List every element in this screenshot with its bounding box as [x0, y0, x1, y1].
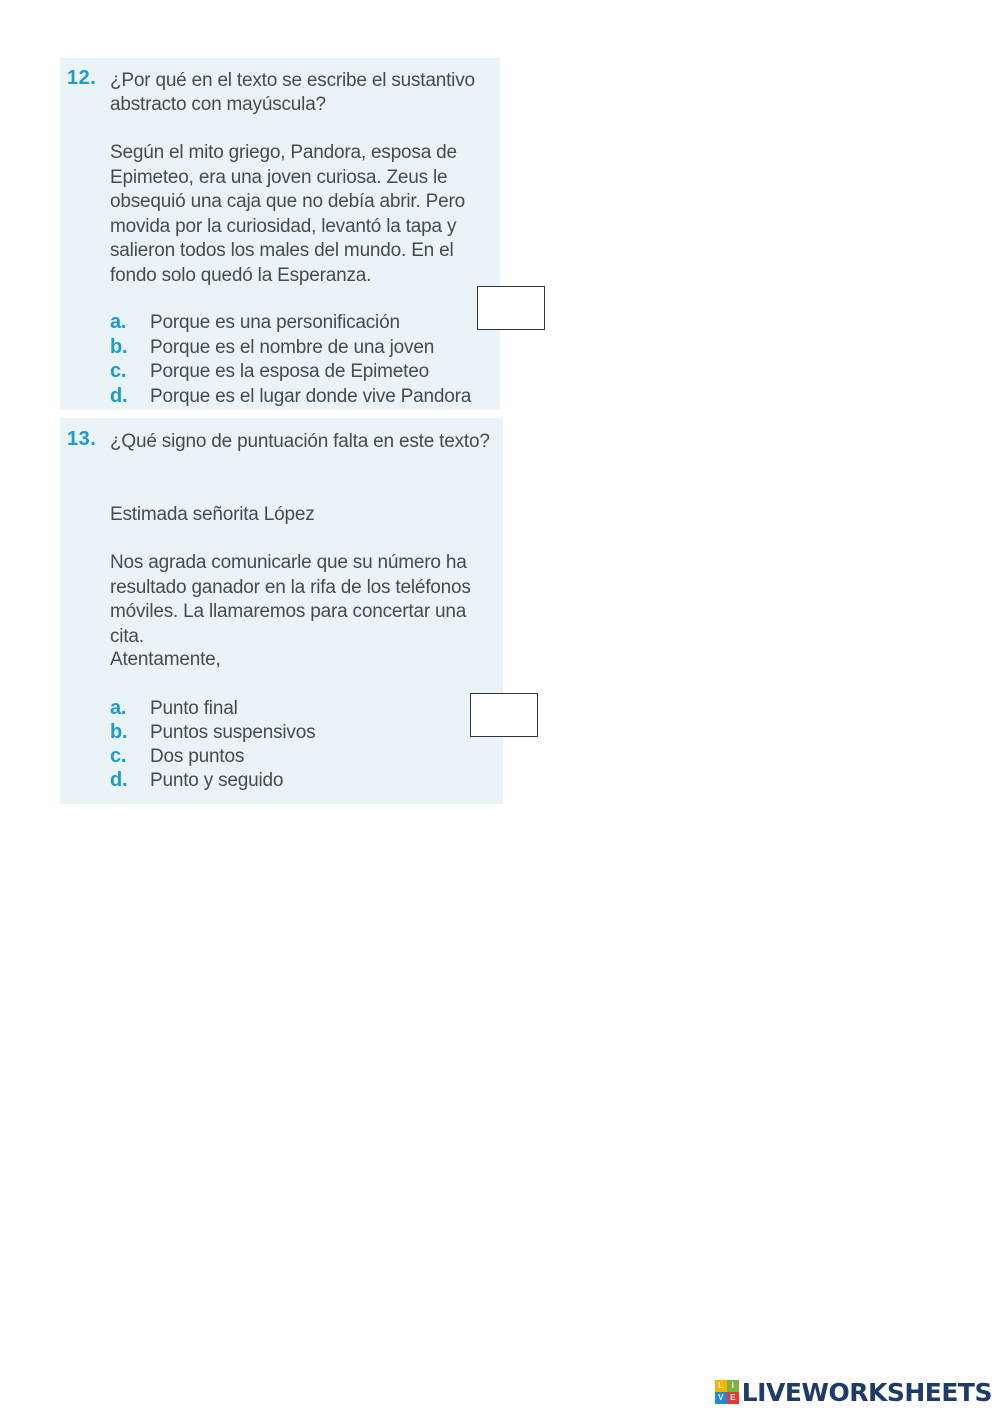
- option-text: Punto final: [150, 698, 238, 719]
- option-text: Punto y seguido: [150, 770, 284, 791]
- question-number: 13.: [67, 428, 97, 450]
- logo-mark-letter: I: [727, 1380, 739, 1392]
- option-letter: a.: [110, 311, 127, 333]
- option-text: Porque es el nombre de una joven: [150, 337, 435, 358]
- option-letter: d.: [110, 385, 128, 407]
- option-b: [110, 335, 434, 360]
- logo-text: LIVEWORKSHEETS: [741, 1377, 992, 1407]
- option-d: [110, 768, 283, 793]
- option-d: [110, 384, 471, 409]
- option-text: Dos puntos: [150, 746, 245, 767]
- question-text: ¿Qué signo de puntuación falta en este texto?: [110, 431, 490, 452]
- logo-mark-icon: [715, 1380, 739, 1404]
- letter-salutation: Estimada señorita López: [110, 504, 315, 525]
- option-c: [110, 744, 244, 769]
- logo-mark-letter: L: [715, 1380, 727, 1392]
- option-text: Porque es la esposa de Epimeteo: [150, 361, 429, 382]
- letter-body: Nos agrada comunicarle que su número ha resultado ganador en la rifa de los teléfonos móviles. La llamaremos para concertar una cita.: [110, 552, 471, 647]
- question-text: ¿Por qué en el texto se escribe el sustantivo abstracto con mayúscula?: [110, 70, 475, 115]
- answer-input-q12[interactable]: [477, 286, 545, 330]
- answer-input-q13[interactable]: [470, 693, 538, 737]
- logo-mark-letter: E: [727, 1392, 739, 1404]
- option-letter: b.: [110, 336, 128, 358]
- option-letter: c.: [110, 360, 127, 382]
- question-13-card: [60, 418, 503, 804]
- option-letter: d.: [110, 769, 128, 791]
- logo-mark-letter: V: [715, 1392, 727, 1404]
- option-a: [110, 310, 400, 335]
- option-text: Porque es el lugar donde vive Pandora: [150, 386, 472, 407]
- option-b: [110, 720, 315, 745]
- option-letter: b.: [110, 721, 128, 743]
- liveworksheets-logo: [715, 1377, 992, 1407]
- question-12-card: [60, 58, 500, 410]
- question-number: 12.: [67, 67, 97, 89]
- option-text: Puntos suspensivos: [150, 722, 316, 743]
- option-letter: c.: [110, 745, 127, 767]
- letter-closing: Atentamente,: [110, 649, 221, 670]
- option-a: [110, 696, 238, 721]
- option-c: [110, 359, 429, 384]
- option-text: Porque es una personificación: [150, 312, 400, 333]
- option-letter: a.: [110, 697, 127, 719]
- passage-text: Según el mito griego, Pandora, esposa de Epimeteo, era una joven curiosa. Zeus le obsequió una caja que no debía abrir. Pero movida por la curiosidad, levantó la tapa y salieron todos los males del mundo. En el fondo solo quedó la Esperanza.: [110, 142, 465, 286]
